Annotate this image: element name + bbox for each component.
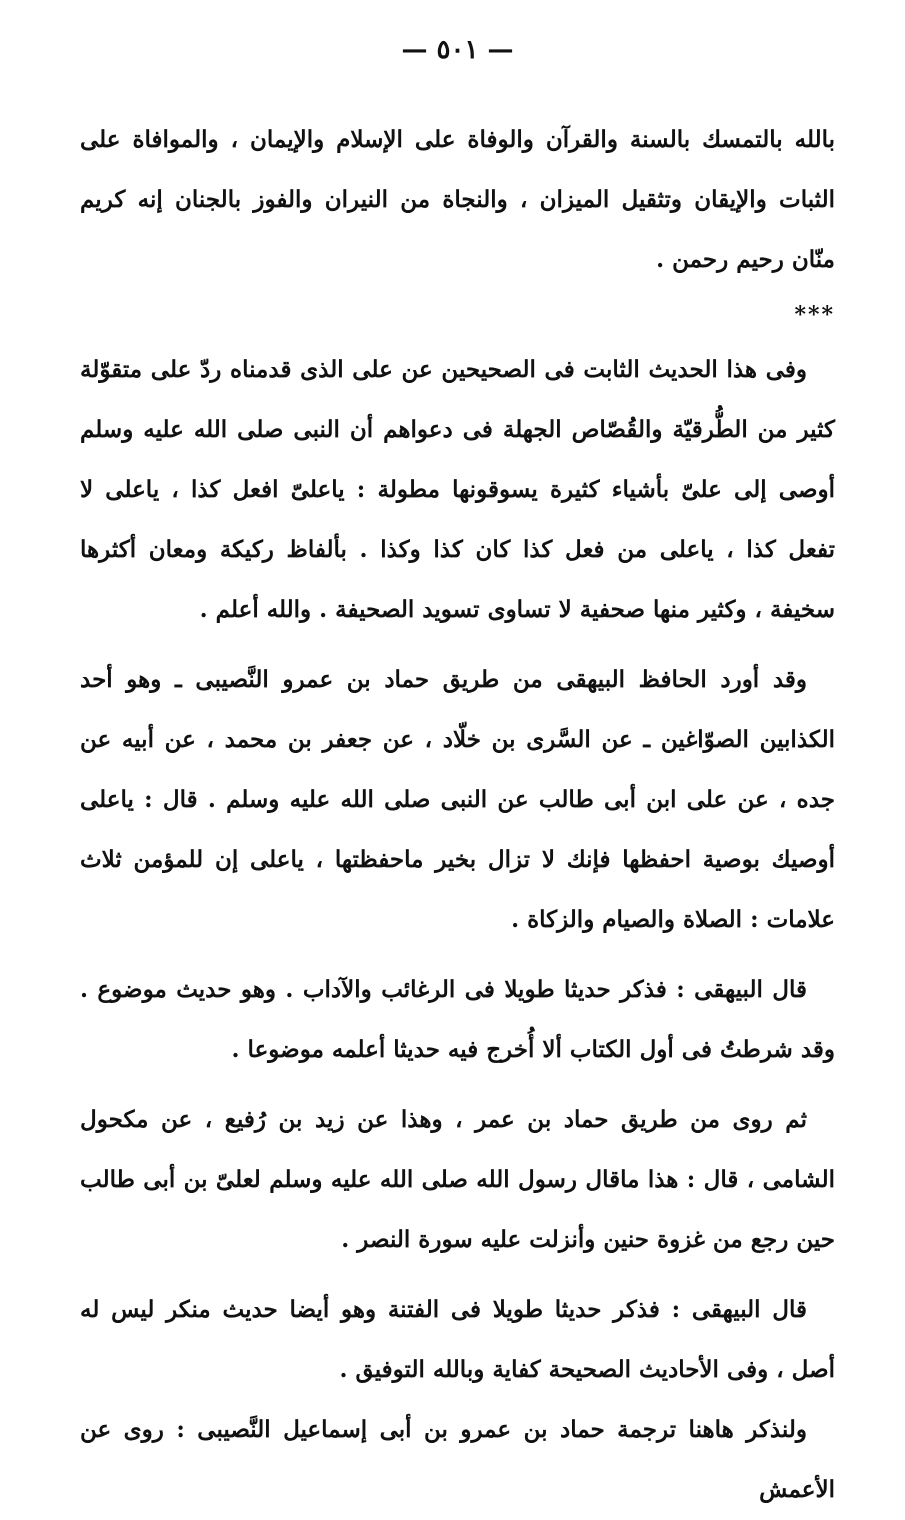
page-number: — ٥٠١ — bbox=[401, 35, 514, 65]
paragraph-6: قال البيهقى : فذكر حديثا طويلا فى الفتنة وهو أيضا حديث منكر ليس له أصل ، وفى الأحاديث الصحيحة كفاية وبالله التوفيق . bbox=[80, 1296, 835, 1383]
page-body bbox=[80, 110, 835, 1520]
paragraph-5: ثم روى من طريق حماد بن عمر ، وهذا عن زيد بن رُفيع ، عن مكحول الشامى ، قال : هذا ماقال رسول الله صلى الله عليه وسلم لعلىّ بن أبى طالب حين رجع من غزوة حنين وأنزلت عليه سورة النصر . bbox=[80, 1106, 835, 1253]
paragraph-2: وفى هذا الحديث الثابت فى الصحيحين عن على الذى قدمناه ردّ على متقوّلة كثير من الطُّرقيّة والقُصّاص الجهلة فى دعواهم أن النبى صلى الله عليه وسلم أوصى إلى علىّ بأشياء كثيرة يسوقونها مطولة : ياعلىّ افعل كذا ، ياعلى لا تفعل كذا ، ياعلى من فعل كذا كان كذا وكذا . بألفاظ ركيكة ومعان أكثرها سخيفة ، وكثير منها صحفية لا تساوى تسويد الصحيفة . والله أعلم . bbox=[80, 356, 835, 623]
paragraph-1: بالله بالتمسك بالسنة والقرآن والوفاة على الإسلام والإيمان ، والموافاة على الثبات والإيقان وتثقيل الميزان ، والنجاة من النيران والفوز بالجنان إنه كريم منّان رحيم رحمن . bbox=[80, 126, 835, 273]
paragraph-3: وقد أورد الحافظ البيهقى من طريق حماد بن عمرو النَّصيبى ـ وهو أحد الكذابين الصوّاغين ـ عن السَّرى بن خلّاد ، عن جعفر بن محمد ، عن أبيه عن جده ، عن على ابن أبى طالب عن النبى صلى الله عليه وسلم . قال : ياعلى أوصيك بوصية احفظها فإنك لا تزال بخير ماحفظتها ، ياعلى إن للمؤمن ثلاث علامات : الصلاة والصيام والزكاة . bbox=[80, 666, 835, 933]
paragraph-7: ولنذكر هاهنا ترجمة حماد بن عمرو بن أبى إسماعيل النَّصيبى : روى عن الأعمش bbox=[80, 1416, 835, 1503]
paragraph-4: قال البيهقى : فذكر حديثا طويلا فى الرغائب والآداب . وهو حديث موضوع . وقد شرطتُ فى أول الكتاب ألا أُخرج فيه حديثا أعلمه موضوعا . bbox=[80, 976, 835, 1063]
section-separator: *** bbox=[794, 302, 835, 328]
